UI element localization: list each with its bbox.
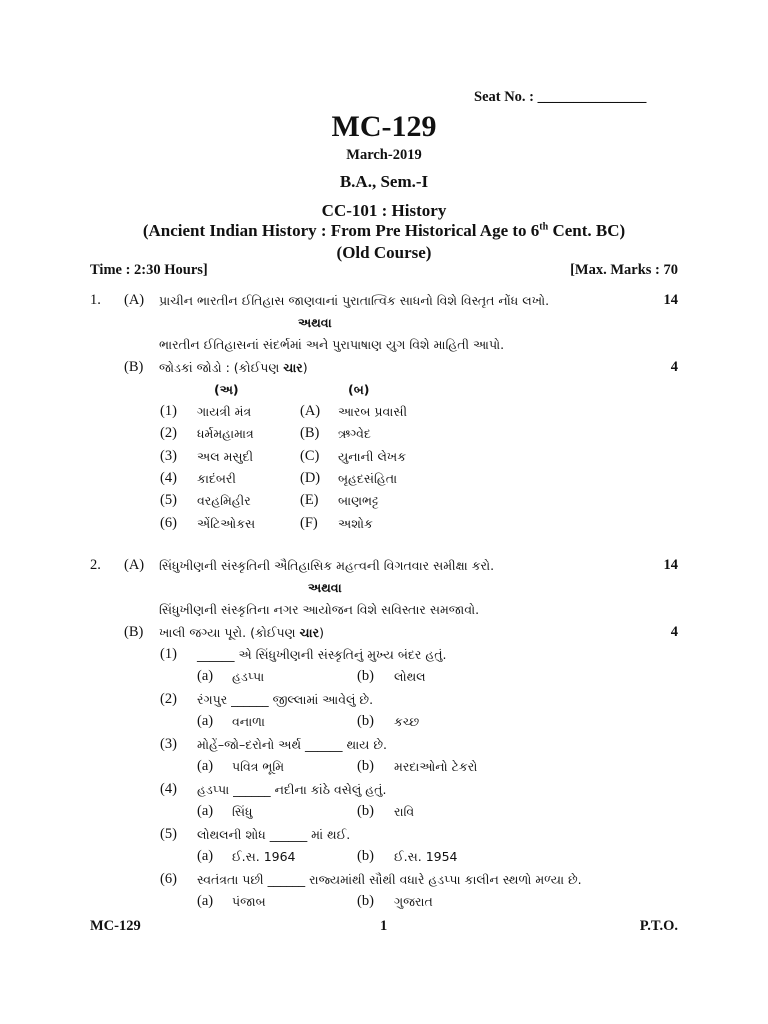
option-b-label: (b) [357, 848, 374, 864]
question-number: 2. [90, 557, 101, 573]
question-marks: 4 [670, 359, 678, 375]
match-item-a: વરહમિહીર [197, 493, 251, 509]
exam-date: March-2019 [346, 147, 422, 163]
option-b-label: (b) [357, 713, 374, 729]
question-part-label: (A) [124, 557, 145, 573]
item-number: (3) [160, 736, 177, 752]
match-row-letter: (A) [300, 403, 321, 419]
option-a-label: (a) [197, 758, 214, 774]
subject-title: (Ancient Indian History : From Pre Historical Age to 6th Cent. BC) [142, 221, 626, 240]
match-item-a: ગાયત્રી મંત્ર [197, 404, 252, 419]
old-course-label: (Old Course) [336, 243, 432, 262]
question-text: ખાલી જગ્યા પૂરો. (કોઈપણ ચાર) [159, 625, 324, 640]
column-b-heading: (બ) [348, 382, 370, 397]
question-marks: 4 [670, 624, 678, 640]
option-a-text: વનાળા [232, 714, 265, 729]
option-a-text: હડપ્પા [232, 669, 265, 684]
question-part-label: (B) [124, 624, 144, 640]
question-text: સિંધુખીણની સંસ્કૃતિની ઐતિહાસિક મહત્વની વિગતવાર સમીક્ષા કરો. [159, 558, 495, 573]
question-alternative-text: સિંધુખીણની સંસ્કૃતિના નગર આયોજન વિશે સવિસ્તાર સમજાવો. [159, 602, 480, 617]
option-b-label: (b) [357, 758, 374, 774]
match-row-number: (5) [160, 492, 177, 509]
option-a-label: (a) [197, 893, 214, 909]
column-a-heading: (અ) [214, 382, 239, 397]
match-item-a: એંટિઓકસ [197, 515, 256, 531]
match-row-letter: (D) [300, 469, 321, 486]
option-a-text: પંજાબ [232, 894, 266, 909]
item-question: હડપ્પા ______ નદીના કાંઠે વસેલું હતું. [197, 782, 387, 797]
option-a-text: ઈ.સ. 1964 [232, 849, 296, 864]
option-a-label: (a) [197, 803, 214, 819]
option-b-text: ગુજરાત [394, 894, 433, 909]
match-row-number: (3) [160, 447, 177, 464]
option-b-text: લોથલ [394, 669, 426, 684]
item-number: (6) [160, 871, 177, 887]
option-a-text: પવિત્ર ભૂમિ [232, 759, 285, 774]
or-separator: અથવા [298, 315, 332, 330]
match-item-b: ઋગ્વેદ [338, 426, 371, 442]
match-row-letter: (E) [300, 492, 319, 509]
item-question: લોથલની શોધ ______ માં થઈ. [197, 827, 351, 842]
match-row-letter: (F) [300, 514, 318, 531]
option-a-label: (a) [197, 668, 214, 684]
match-item-b: બાણભટ્ટ [338, 493, 379, 509]
option-b-text: ઈ.સ. 1954 [394, 849, 458, 864]
option-b-label: (b) [357, 668, 374, 684]
match-row-number: (4) [160, 469, 177, 486]
item-question: મોહેં–જો–દરોનો અર્થ ______ થાય છે. [197, 737, 387, 752]
question-part-label: (B) [124, 359, 144, 375]
paper-name: CC-101 : History [321, 201, 447, 220]
match-item-a: અલ મસુદી [197, 448, 254, 464]
option-b-text: રાવિ [394, 804, 415, 819]
question-alternative-text: ભારતીન ઈતિહાસનાં સંદર્ભમાં અને પુરાપાષાણ યુગ વિશે માહિતી આપો. [159, 337, 505, 352]
option-b-text: મરદાઓનો ટેકરો [394, 759, 478, 774]
item-number: (2) [160, 691, 177, 707]
course-name: B.A., Sem.-I [339, 172, 429, 191]
match-row-number: (1) [160, 403, 177, 419]
match-item-a: કાદંબરી [197, 470, 236, 486]
page-number: 1 [380, 918, 388, 934]
match-item-b: અશોક [338, 515, 373, 531]
question-part-label: (A) [124, 292, 145, 308]
time-allowed: Time : 2:30 Hours] [90, 262, 208, 278]
item-question: રંગપુર ______ જીલ્લામાં આવેલું છે. [197, 692, 374, 707]
question-number: 1. [90, 292, 101, 308]
option-b-text: કચ્છ [394, 714, 420, 729]
question-text: પ્રાચીન ભારતીન ઈતિહાસ જાણવાનાં પુરાતાત્વિક સાધનો વિશે વિસ્તૃત નોંધ લખો. [159, 293, 550, 308]
item-question: સ્વતંત્રતા પછી ______ રાજ્યમાંથી સૌથી વધારે હડપ્પા કાલીન સ્થળો મળ્યા છે. [197, 872, 582, 887]
match-item-b: આરબ પ્રવાસી [338, 404, 408, 419]
match-row-letter: (B) [300, 425, 320, 442]
option-a-label: (a) [197, 848, 214, 864]
match-row-number: (2) [160, 425, 177, 442]
option-b-label: (b) [357, 803, 374, 819]
item-number: (1) [160, 646, 177, 662]
question-marks: 14 [663, 292, 678, 308]
paper-code-title: MC-129 [331, 110, 437, 143]
or-separator: અથવા [308, 580, 342, 595]
item-number: (5) [160, 826, 177, 842]
match-item-a: ધર્મમહામાત્ર [197, 426, 254, 442]
item-question: ______ એ સિંધુખીણની સંસ્કૃતિનું મુખ્ય બંદર હતું. [197, 647, 447, 662]
seat-number-field: Seat No. : _______________ [474, 89, 647, 105]
option-a-text: સિંધુ [232, 804, 253, 819]
please-turn-over: P.T.O. [639, 918, 678, 934]
question-text: જોડકાં જોડો : (કોઈપણ ચાર) [159, 360, 308, 375]
item-number: (4) [160, 781, 177, 797]
question-marks: 14 [663, 557, 678, 573]
match-row-letter: (C) [300, 447, 320, 464]
max-marks: [Max. Marks : 70 [570, 262, 678, 278]
match-row-number: (6) [160, 514, 177, 531]
match-item-b: યુનાની લેખક [338, 448, 407, 464]
option-b-label: (b) [357, 893, 374, 909]
option-a-label: (a) [197, 713, 214, 729]
match-item-b: બૃહદસંહિતા [338, 470, 398, 486]
footer-paper-code: MC-129 [90, 918, 141, 934]
